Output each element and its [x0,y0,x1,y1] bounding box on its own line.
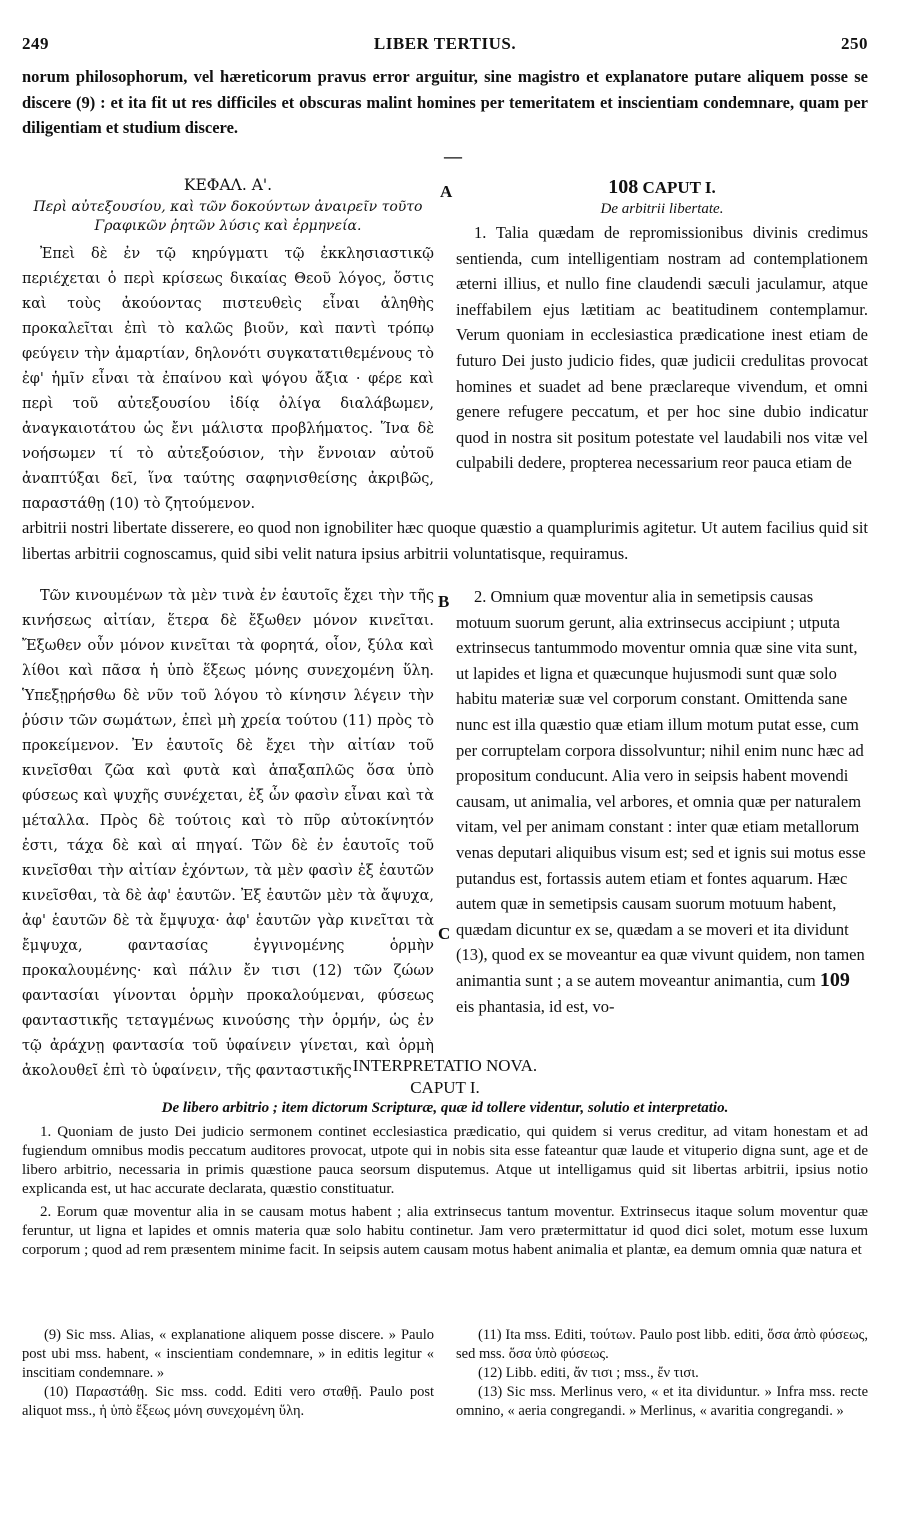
interpretatio-section [22,1056,868,1260]
greek-paragraph-1: Ἐπεὶ δὲ ἐν τῷ κηρύγματι τῷ ἐκκλησιαστικῷ περιέχεται ὁ περὶ κρίσεως δικαίας Θεοῦ λόγος, ὅστις καὶ τοὺς ἀκούοντας πιστευθεὶς εἶναι ἀληθὴς προκαλεῖται ἐπὶ τὸ καλῶς βιοῦν, καὶ παντὶ τρόπῳ φεύγειν τὴν ἁμαρτίαν, δηλονότι συγκατατιθεμένους τὸ ἐφ' ἡμῖν εἶναι τὰ ἐπαίνου καὶ ψόγου ἄξια · φέρε καὶ περὶ τοῦ αὐτεξουσίου ἰδίᾳ ὀλίγα διαλάβωμεν, ἀναγκαιοτάτου ὡς ἔνι μάλιστα προβλήματος. Ἵνα δὲ νοήσωμεν τί τὸ αὐτεξούσιον, τὴν ἔννοιαν αὐτοῦ ἀναπτύξαι δεῖ, ἵνα ταύτης σαφηνισθείσης ἀκριβῶς, παραστάθῃ (10) τὸ ζητούμενον. [22,246,434,512]
interpretatio-paragraph-1: 1. Quoniam de justo Dei judicio sermonem continet ecclesiastica prædicatio, qui quidem si verus creditur, ad vitam honestam et ad fugiendum omnibus modis peccatum auditores provocat, utpote qui in nobis sita esse fateantur quæ laude et vituperio digna sunt, age et de libero arbitrio, necessaria in primis quæstione pauca seorsum disputemus. Atque ut intelligamus quid sit libertas arbitrii, ipsius notio explicanda est, ut hac accurate declarata, quæstio constituatur. [22,1124,868,1197]
latin-paragraph-1: 1. Talia quædam de repromissionibus divinis credimus sentienda, cum intelligentiam nostram ad contemplationem æterni illius, et nullo fine claudendi sæculi jaculamur, atque ineffabilem ejus lætitiam ac beatitudinem contemplamur. Verum quoniam in ecclesiastica prædicatione inest etiam de futuro Dei justo judicio fides, quæ judicii credulitas provocat homines et suadet ad bene præclareque vivendum, et omni genere refugere peccatum, et per hoc sine dubio indicatur quod in nostra sit positum potestate vel laudabili nos vitæ vel culpabili dedere, propterea necessarium reor pauca etiam de [456,223,868,473]
interpretatio-paragraph-2: 2. Eorum quæ moventur alia in se causam motus habent ; alia extrinsecus tantum moventur. Extrinsecus itaque solum moventur quæ feruntur, ut ligna et lapides et omnis materia quæ solo habitu continetur. Jam vero prætermittatur id quod dici solet, motum esse luxum corporum ; quod ad rem præsentem minime facit. In seipsis autem causam motus habent animalia et plantæ, ea demum omnia quæ natura et [22,1204,868,1258]
greek-chapter-title: Περὶ αὐτεξουσίου, καὶ τῶν δοκούντων ἀναιρεῖν τοῦτο Γραφικῶν ῥητῶν λύσις καὶ ἑρμηνεία. [33,199,423,234]
running-header [22,34,868,58]
latin-column [456,176,868,476]
left-page-number: 249 [22,34,49,53]
margin-marker-c: C [438,924,451,943]
latin-paragraph-1-continued: arbitrii nostri libertate disserere, eo quod non ignobiliter hæc quoque quæstio a quamplurimis agitetur. Ut autem facilius quid sit libertas arbitrii cognoscamus, quid sibi velit natura ipsius arbitrii voluntatisque, requiramus. [22,518,868,563]
latin-paragraph-2 [456,584,868,1019]
footnote-10: (10) Παραστάθῃ. Sic mss. codd. Editi vero σταθῇ. Paulo post aliquot mss., ἡ ὑπὸ ἕξεως μόνη συνεχομένη ὕλη. [22,1384,434,1419]
latin-chapter-heading [456,176,868,199]
footnotes-right [456,1326,868,1421]
column-number-109: 109 [819,968,850,991]
interpretatio-title: De libero arbitrio ; item dictorum Scripturæ, quæ id tollere videntur, solutio et interpretatio. [161,1100,729,1116]
interpretatio-heading: INTERPRETATIO NOVA. [352,1056,538,1075]
greek-paragraph-2: Τῶν κινουμένων τὰ μὲν τινὰ ἐν ἑαυτοῖς ἔχει τὴν τῆς κινήσεως αἰτίαν, ἕτερα δὲ ἔξωθεν μόνον κινεῖται. Ἔξωθεν οὖν μόνον κινεῖται τὰ φορητά, οἷον, ξύλα καὶ λίθοι καὶ πᾶσα ἡ ὑπὸ ἕξεως μόνης συνεχομένη ὕλη. Ὑπεξῃρήσθω δὲ νῦν τοῦ λόγου τὸ κίνησιν λέγειν τὴν ῥύσιν τῶν σωμάτων, ἐπεὶ μὴ χρεία τούτου (11) πρὸς τὸ προκείμενον. Ἐν ἑαυτοῖς δὲ ἔχει τὴν αἰτίαν τοῦ κινεῖσθαι ζῶα καὶ φυτὰ καὶ ἁπαξαπλῶς ὅσα ὑπὸ φύσεως καὶ ψυχῆς συνέχεται, ἐξ ὧν φασὶν εἶναι καὶ τὰ μέταλλα. Πρὸς δὲ τούτοις καὶ τὸ πῦρ αὐτοκίνητόν ἐστι, τάχα δὲ καὶ αἱ πηγαί. Τῶν δὲ ἐν ἑαυτοῖς τοῦ κινεῖσθαι τὴν αἰτίαν ἐχόντων, τὰ μὲν φασὶν ἐξ ἑαυτῶν κινεῖσθαι, τὰ δὲ ἀφ' ἑαυτῶν. Ἐξ ἑαυτῶν μὲν τὰ ἄψυχα, ἀφ' ἑαυτῶν δὲ τὰ ἔμψυχα· ἀφ' ἑαυτῶν γὰρ κινεῖται τὰ ἔμψυχα, φαντασίας ἐγγινομένης ὁρμὴν προκαλουμένης· καὶ πάλιν ἔν τισι (12) τῶν ζώων φαντασίαι γίνονται ὁρμὴν προκαλούμεναι, φύσεως φανταστικῆς τεταγμένως κινούσης τὴν ὁρμήν, ὡς ἐν τῷ ἀράχνῃ φαντασία τοῦ ὑφαίνειν γίνεται, καὶ ὁρμὴ ἀκολουθεῖ ἐπὶ τὸ ὑφαίνειν, τῆς φανταστικῆς [22,588,434,1079]
footnote-12: (12) Libb. editi, ἄν τισι ; mss., ἔν τισι. [478,1365,699,1381]
footnote-11: (11) Ita mss. Editi, τούτων. Paulo post libb. editi, ὅσα ἀπὸ φύσεως, sed mss. ὅσα ὑπὸ φύσεως. [456,1327,868,1362]
section-separator: — [444,146,462,166]
footnote-13: (13) Sic mss. Merlinus vero, « et ita dividuntur. » Infra mss. recte omnino, « aeria congregandi. » Merlinus, « avaritia congregandi. » [456,1384,868,1419]
latin-paragraph-2-end: eis phantasia, id est, vo- [456,996,615,1016]
footnote-9: (9) Sic mss. Alias, « explanatione aliquem posse discere. » Paulo post ubi mss. habent, « inscientiam condemnare, » in editis legitur « inscitiam condemnare. » [22,1327,434,1381]
latin-chapter-title: De arbitrii libertate. [600,201,724,217]
right-page-number: 250 [841,34,868,53]
latin-paragraph-2-block [456,584,868,1019]
margin-marker-a: A [440,182,453,201]
latin-paragraph-2-text: 2. Omnium quæ moventur alia in semetipsis causas motuum suorum gerunt, alia extrinsecus accipiunt ; utputa extrinsecus tantummodo moventur omnia quæ sine vita sunt, ut lapides et ligna et quæcunque hujusmodi sunt quæ solo habitu materiæ suæ vel corporum constant. Omittenda sane nunc est illa quæstio quæ etiam illum motum putat esse, cum per corruptelam corpora dissolvuntur; nihil enim nunc hæc ad propositum conducunt. Alia vero in seipsis habent movendi causam, ut animalia, vel arbores, et omnia quæ per naturalem vitam, vel per animam constant : inter quæ etiam metallorum venas deputari aliquibus visum est; sed et ignis sui motus esse putandus est, fortassis autem etiam et fontes aquarum. Hæc autem quæ in semetipsis causam suorum motuum habent, quædam dicuntur ex se, quædam a se moveri et ita dividunt (13), quod ex se moveantur ea quæ vivunt quidem, non tamen animantia sunt ; a se autem moveantur animantia, cum [456,587,866,990]
interpretatio-caput: CAPUT I. [410,1078,480,1097]
greek-column [22,176,434,517]
latin-caput-label: CAPUT I. [642,178,716,197]
greek-chapter-heading: ΚΕΦΑΛ. Α'. [183,176,273,194]
running-title: LIBER TERTIUS. [373,34,517,53]
intro-paragraph: norum philosophorum, vel hæreticorum pravus error arguitur, sine magistro et explanatore putare aliquem posse se discere (9) : et ita fit ut res difficiles et obscuras malint homines per temeritatem et inscientiam condemnare, quam per diligentiam et studium discere. [22,67,868,138]
column-number-108: 108 [608,176,639,198]
footnotes-left [22,1326,434,1421]
margin-marker-b: B [438,592,450,611]
